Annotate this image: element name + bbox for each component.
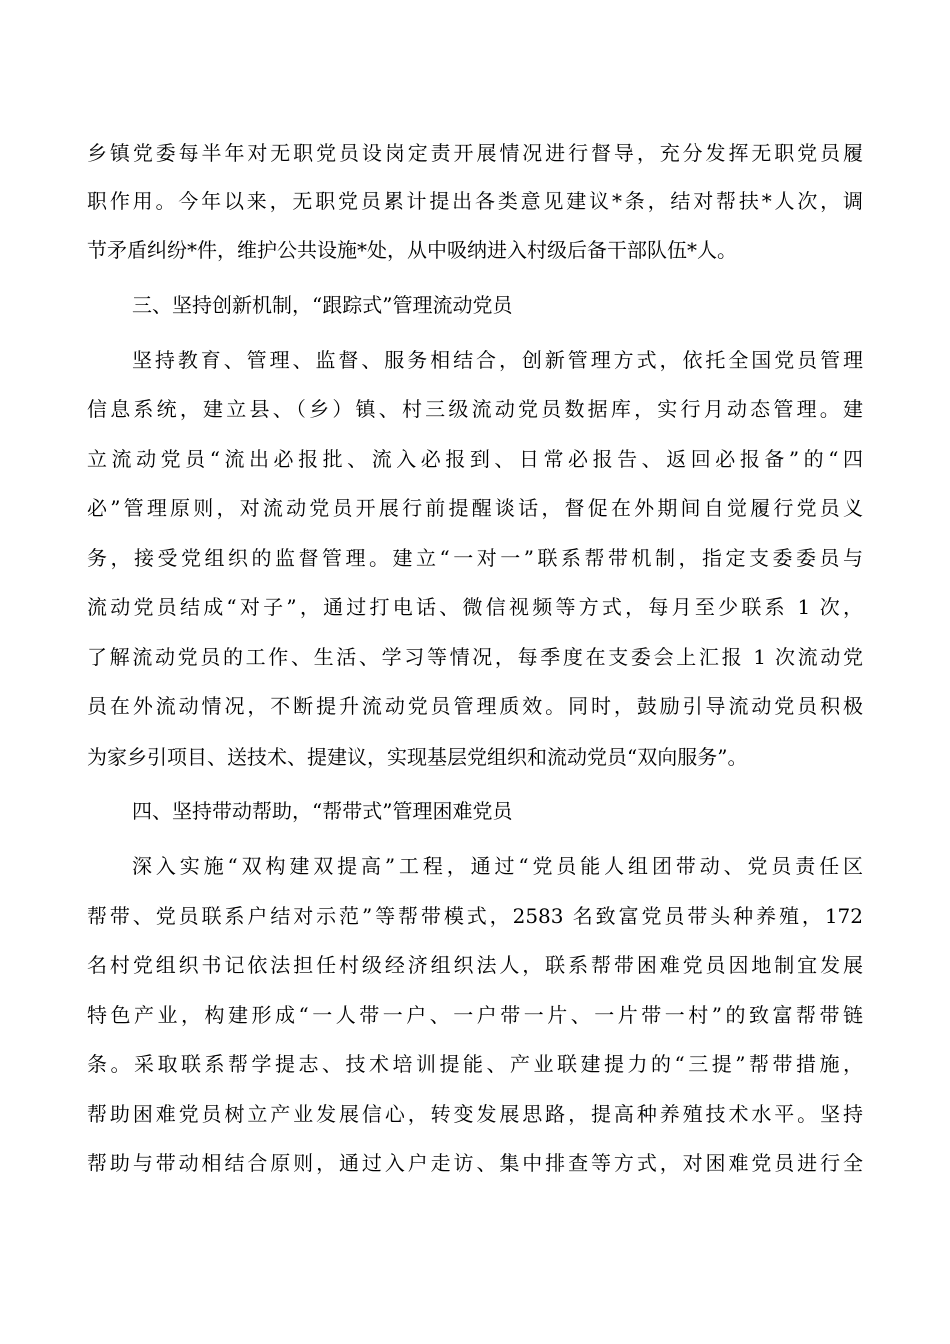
body-text-line: 立流动党员“流出必报批、流入必报到、日常必报告、返回必报备”的“四 xyxy=(87,447,863,471)
body-text-line: 特色产业，构建形成“一人带一户、一户带一片、一片带一村”的致富帮带链 xyxy=(87,1003,863,1027)
body-text-line: 职作用。今年以来，无职党员累计提出各类意见建议*条，结对帮扶*人次，调 xyxy=(87,189,863,213)
body-text-line: 乡镇党委每半年对无职党员设岗定责开展情况进行督导，充分发挥无职党员履 xyxy=(87,141,863,165)
body-text-line: 节矛盾纠纷*件，维护公共设施*处，从中吸纳进入村级后备干部队伍*人。 xyxy=(87,238,737,262)
section-heading: 三、坚持创新机制，“跟踪式”管理流动党员 xyxy=(132,293,513,317)
body-text-line: 帮带、党员联系户结对示范”等帮带模式，2583 名致富党员带头种养殖，172 xyxy=(87,904,863,928)
body-text-line: 帮助与带动相结合原则，通过入户走访、集中排查等方式，对困难党员进行全 xyxy=(87,1151,863,1175)
body-text-line: 了解流动党员的工作、生活、学习等情况，每季度在支委会上汇报 1 次流动党 xyxy=(87,645,863,669)
body-text-line: 信息系统，建立县、（乡）镇、村三级流动党员数据库，实行月动态管理。建 xyxy=(87,397,863,421)
body-text-line: 员在外流动情况，不断提升流动党员管理质效。同时，鼓励引导流动党员积极 xyxy=(87,694,863,718)
body-text-line: 帮助困难党员树立产业发展信心，转变发展思路，提高种养殖技术水平。坚持 xyxy=(87,1102,863,1126)
body-text-line: 条。采取联系帮学提志、技术培训提能、产业联建提力的“三提”帮带措施， xyxy=(87,1052,863,1076)
body-text-line: 为家乡引项目、送技术、提建议，实现基层党组织和流动党员“双向服务”。 xyxy=(87,745,748,769)
body-text-line: 必”管理原则，对流动党员开展行前提醒谈话，督促在外期间自觉履行党员义 xyxy=(87,496,863,520)
body-text-line: 名村党组织书记依法担任村级经济组织法人，联系帮带困难党员因地制宜发展 xyxy=(87,953,863,977)
body-text-line: 务，接受党组织的监督管理。建立“一对一”联系帮带机制，指定支委委员与 xyxy=(87,546,863,570)
body-text-line: 深入实施“双构建双提高”工程，通过“党员能人组团带动、党员责任区 xyxy=(132,854,863,878)
body-text-line: 坚持教育、管理、监督、服务相结合，创新管理方式，依托全国党员管理 xyxy=(132,348,863,372)
section-heading: 四、坚持带动帮助，“帮带式”管理困难党员 xyxy=(132,799,513,823)
body-text-line: 流动党员结成“对子”，通过打电话、微信视频等方式，每月至少联系 1 次， xyxy=(87,595,863,619)
